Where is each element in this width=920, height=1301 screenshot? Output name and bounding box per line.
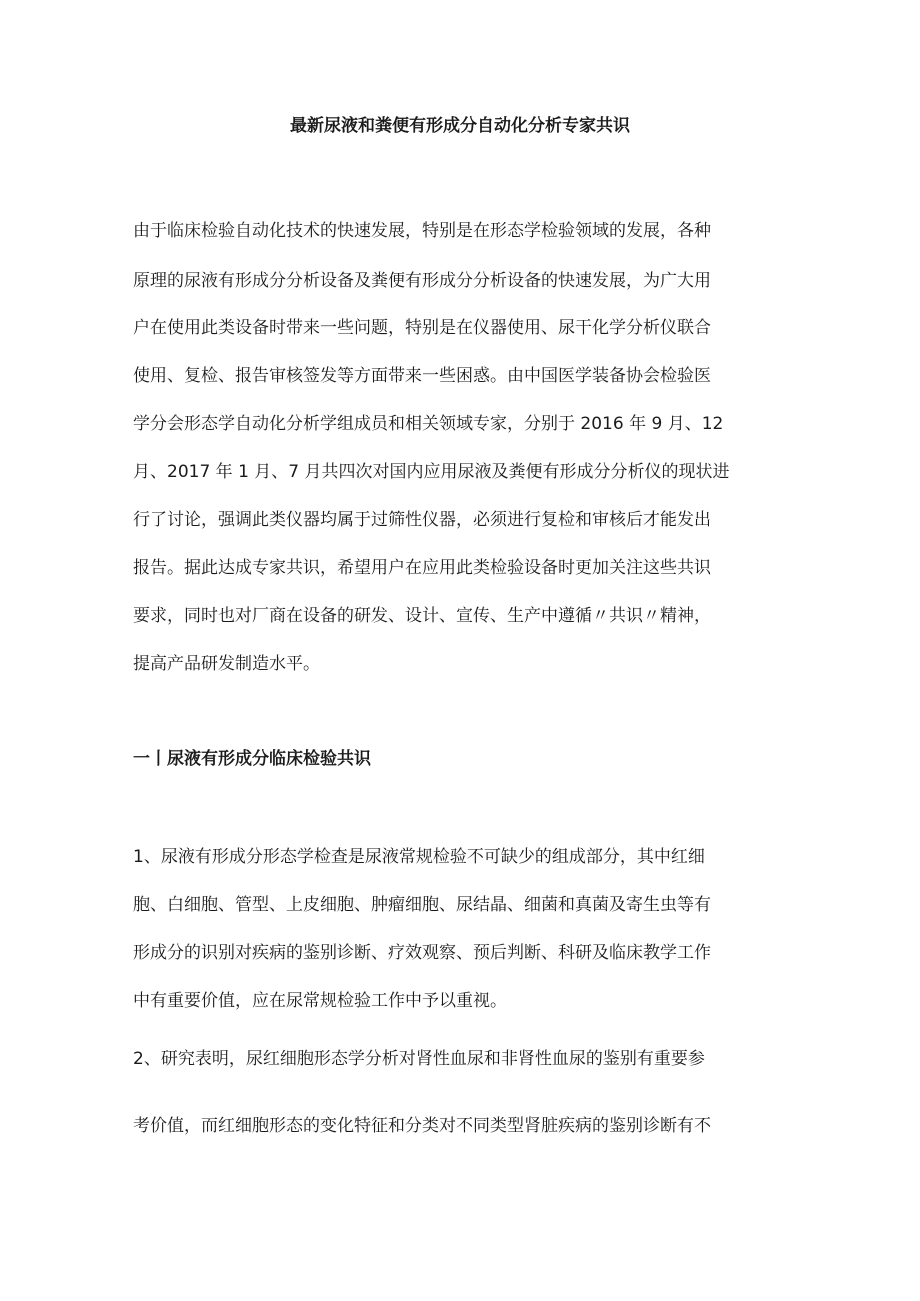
item2-line: 考价值，而红细胞形态的变化特征和分类对不同类型肾脏疾病的鉴别诊断有不	[133, 1116, 711, 1136]
intro-line: 要求，同时也对厂商在设备的研发、设计、宣传、生产中遵循〃共识〃精神，	[133, 606, 711, 626]
item1-line: 中有重要价值，应在尿常规检验工作中予以重视。	[133, 991, 507, 1011]
intro-line: 行了讨论，强调此类仪器均属于过筛性仪器，必须进行复检和审核后才能发出	[133, 510, 711, 530]
section-heading: 一丨尿液有形成分临床检验共识	[133, 749, 371, 769]
intro-line: 报告。据此达成专家共识，希望用户在应用此类检验设备时更加关注这些共识	[133, 558, 711, 578]
intro-line: 提高产品研发制造水平。	[133, 654, 320, 674]
item1-line: 胞、白细胞、管型、上皮细胞、肿瘤细胞、尿结晶、细菌和真菌及寄生虫等有	[133, 895, 711, 915]
item1-line: 形成分的识别对疾病的鉴别诊断、疗效观察、预后判断、科研及临床教学工作	[133, 943, 711, 963]
item2-line: 2、研究表明，尿红细胞形态学分析对肾性血尿和非肾性血尿的鉴别有重要参	[133, 1049, 705, 1069]
intro-line: 由于临床检验自动化技术的快速发展，特别是在形态学检验领域的发展，各种	[133, 221, 711, 241]
document-title: 最新尿液和粪便有形成分自动化分析专家共识	[290, 116, 630, 136]
intro-line: 使用、复检、报告审核签发等方面带来一些困惑。由中国医学装备协会检验医	[133, 366, 711, 386]
intro-line: 原理的尿液有形成分分析设备及粪便有形成分分析设备的快速发展，为广大用	[133, 271, 711, 291]
intro-line: 学分会形态学自动化分析学组成员和相关领域专家，分别于 2016 年 9 月、12	[133, 414, 724, 434]
item1-line: 1、尿液有形成分形态学检查是尿液常规检验不可缺少的组成部分，其中红细	[133, 847, 705, 867]
intro-line: 月、2017 年 1 月、7 月共四次对国内应用尿液及粪便有形成分分析仪的现状进	[133, 462, 730, 482]
intro-line: 户在使用此类设备时带来一些问题，特别是在仪器使用、尿干化学分析仪联合	[133, 318, 711, 338]
